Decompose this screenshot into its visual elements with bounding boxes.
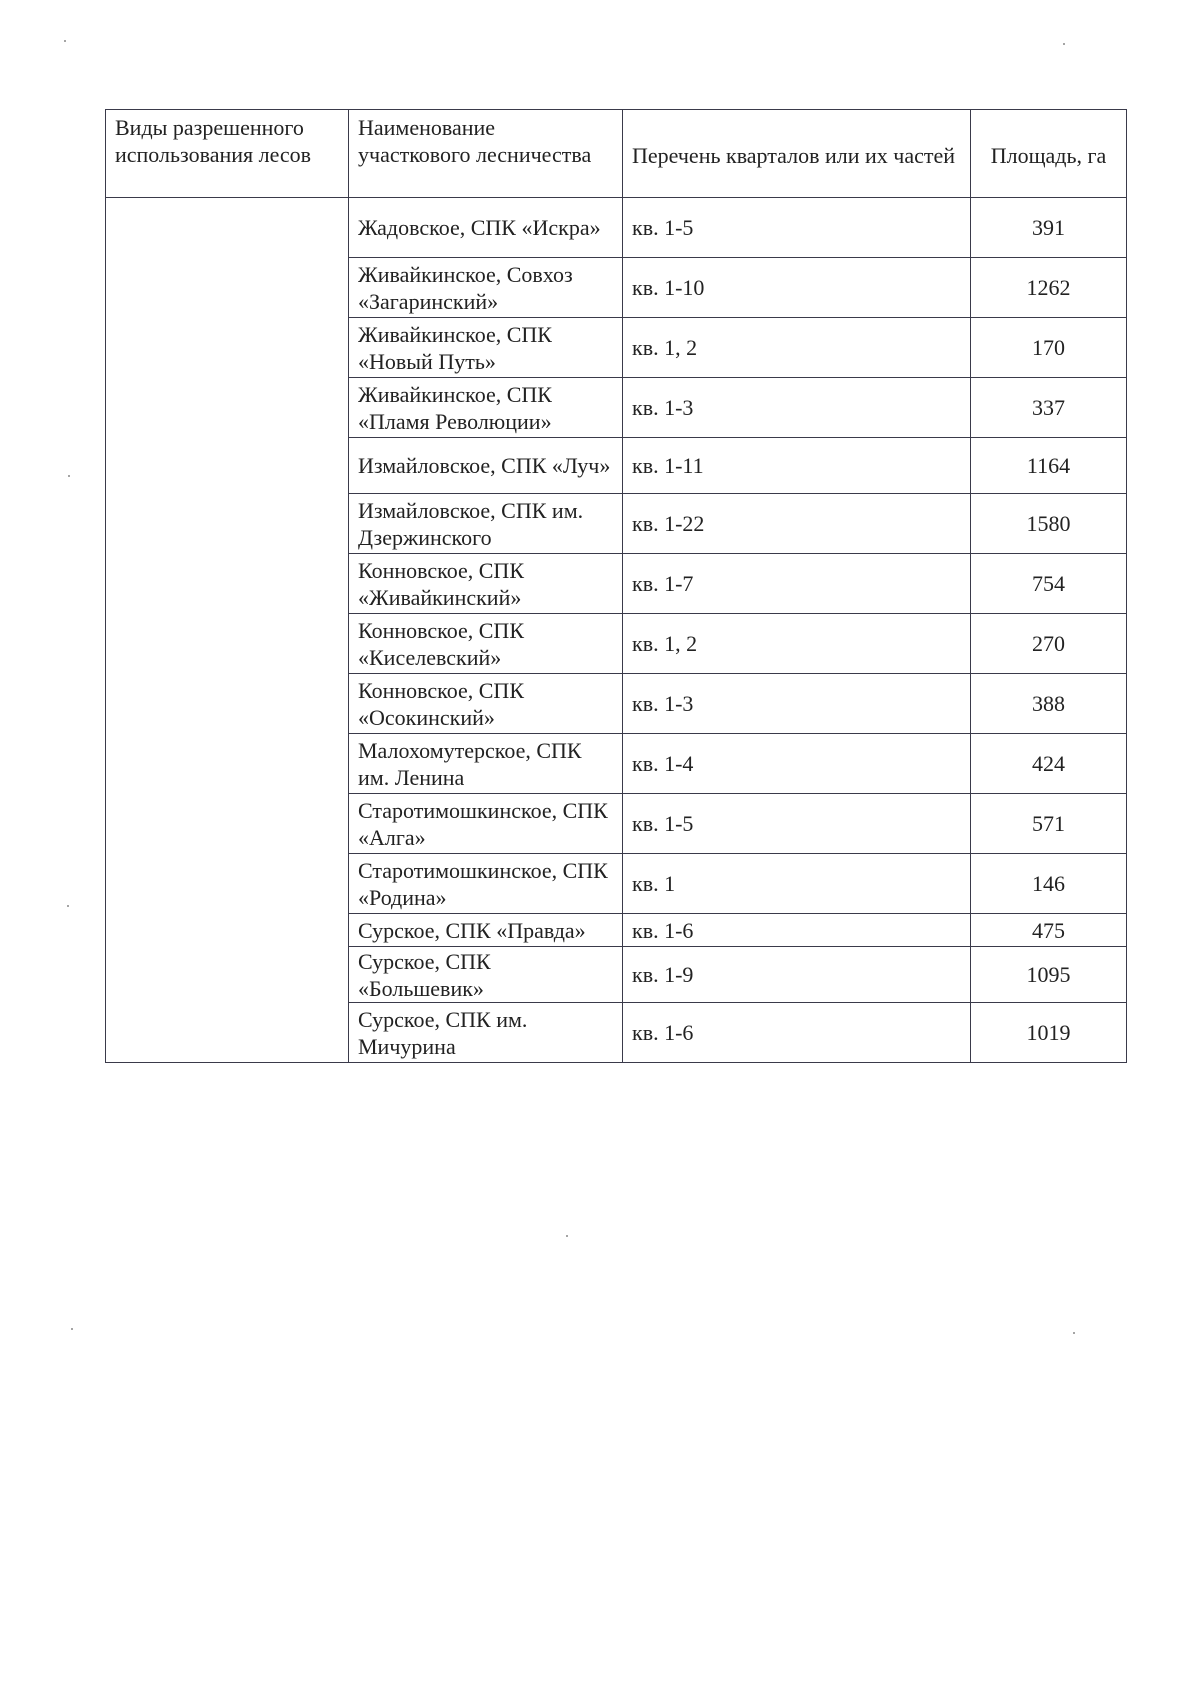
area-cell: 1095 <box>971 947 1127 1003</box>
header-usage: Виды разрешенного использования лесов <box>106 110 349 198</box>
quarters-cell: кв. 1-5 <box>623 794 971 854</box>
quarters-cell: кв. 1-6 <box>623 1003 971 1063</box>
quarters-cell: кв. 1-9 <box>623 947 971 1003</box>
scan-speck <box>67 905 69 907</box>
forestry-name-cell: Сурское, СПК «Большевик» <box>349 947 623 1003</box>
forest-quarters-table <box>105 109 1127 1063</box>
area-cell: 571 <box>971 794 1127 854</box>
area-cell: 754 <box>971 554 1127 614</box>
quarters-cell: кв. 1-3 <box>623 378 971 438</box>
forestry-name-cell: Конновское, СПК «Живайкинский» <box>349 554 623 614</box>
table-row <box>106 198 1127 258</box>
quarters-cell: кв. 1-3 <box>623 674 971 734</box>
forestry-name-cell: Измайловское, СПК им. Дзержинского <box>349 494 623 554</box>
forestry-name-cell: Конновское, СПК «Осокинский» <box>349 674 623 734</box>
scan-speck <box>71 1328 73 1330</box>
scan-speck <box>68 475 70 477</box>
area-cell: 170 <box>971 318 1127 378</box>
forestry-name-cell: Малохомутерское, СПК им. Ленина <box>349 734 623 794</box>
usage-cell <box>106 198 349 1063</box>
quarters-cell: кв. 1-10 <box>623 258 971 318</box>
header-name: Наименование участкового лесничества <box>349 110 623 198</box>
area-cell: 1164 <box>971 438 1127 494</box>
quarters-cell: кв. 1, 2 <box>623 318 971 378</box>
area-cell: 475 <box>971 914 1127 947</box>
scan-speck <box>1073 1332 1075 1334</box>
header-area: Площадь, га <box>971 110 1127 198</box>
area-cell: 270 <box>971 614 1127 674</box>
forestry-name-cell: Конновское, СПК «Киселевский» <box>349 614 623 674</box>
area-cell: 337 <box>971 378 1127 438</box>
forestry-name-cell: Живайкинское, СПК «Новый Путь» <box>349 318 623 378</box>
quarters-cell: кв. 1-11 <box>623 438 971 494</box>
area-cell: 1580 <box>971 494 1127 554</box>
area-cell: 391 <box>971 198 1127 258</box>
scan-speck <box>64 40 66 42</box>
forestry-name-cell: Сурское, СПК им. Мичурина <box>349 1003 623 1063</box>
area-cell: 388 <box>971 674 1127 734</box>
quarters-cell: кв. 1-5 <box>623 198 971 258</box>
forestry-name-cell: Жадовское, СПК «Искра» <box>349 198 623 258</box>
area-cell: 1019 <box>971 1003 1127 1063</box>
quarters-cell: кв. 1-4 <box>623 734 971 794</box>
header-quarters: Перечень кварталов или их частей <box>623 110 971 198</box>
forestry-name-cell: Живайкинское, Совхоз «Загаринский» <box>349 258 623 318</box>
forestry-name-cell: Старотимошкинское, СПК «Родина» <box>349 854 623 914</box>
quarters-cell: кв. 1-7 <box>623 554 971 614</box>
quarters-cell: кв. 1-6 <box>623 914 971 947</box>
forestry-name-cell: Живайкинское, СПК «Пламя Революции» <box>349 378 623 438</box>
scan-speck <box>1063 43 1065 45</box>
quarters-cell: кв. 1-22 <box>623 494 971 554</box>
table-header-row <box>106 110 1127 198</box>
forestry-name-cell: Измайловское, СПК «Луч» <box>349 438 623 494</box>
area-cell: 1262 <box>971 258 1127 318</box>
quarters-cell: кв. 1 <box>623 854 971 914</box>
forestry-name-cell: Сурское, СПК «Правда» <box>349 914 623 947</box>
scan-speck <box>566 1235 568 1237</box>
quarters-cell: кв. 1, 2 <box>623 614 971 674</box>
forestry-name-cell: Старотимошкинское, СПК «Алга» <box>349 794 623 854</box>
area-cell: 424 <box>971 734 1127 794</box>
area-cell: 146 <box>971 854 1127 914</box>
